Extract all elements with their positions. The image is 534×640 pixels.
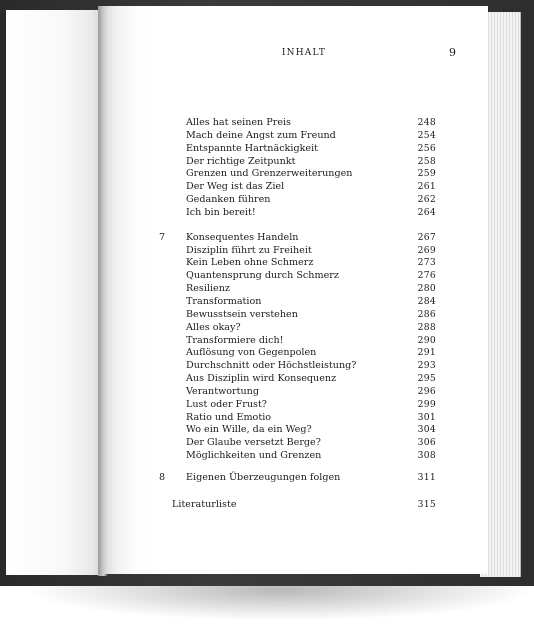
table-of-contents [159, 117, 436, 512]
toc-entry-page: 301 [417, 411, 436, 423]
toc-entry-page: 306 [417, 437, 436, 449]
toc-entry-page: 254 [417, 129, 436, 141]
toc-entry-title: Mach deine Angst zum Freund [186, 129, 336, 141]
chapter-number: 8 [159, 471, 166, 483]
toc-entry [172, 156, 436, 169]
toc-entry [172, 194, 436, 207]
toc-entry-title: Grenzen und Grenzerweiterungen [186, 168, 353, 180]
toc-entry [172, 257, 436, 270]
toc-entry-page: 295 [417, 373, 436, 385]
toc-entry [172, 347, 436, 360]
right-page [102, 6, 488, 574]
toc-entry-page: 284 [417, 295, 436, 307]
toc-chapter-7 [159, 231, 436, 245]
toc-section-group-1 [172, 117, 436, 220]
toc-entry-page: 296 [417, 385, 436, 397]
toc-entry-title: Kein Leben ohne Schmerz [186, 257, 314, 269]
toc-entry [172, 283, 436, 296]
chapter-number: 7 [159, 231, 166, 243]
toc-entry [172, 450, 436, 463]
literature-title: Literaturliste [172, 498, 237, 510]
toc-entry-title: Transformiere dich! [186, 334, 284, 346]
toc-entry-title: Möglichkeiten und Grenzen [186, 450, 322, 462]
toc-entry-page: 280 [417, 283, 436, 295]
toc-entry [172, 437, 436, 450]
toc-entry [172, 296, 436, 309]
toc-entry-page: 259 [417, 168, 436, 180]
literature-page: 315 [417, 498, 436, 510]
toc-entry-title: Resilienz [186, 283, 230, 295]
toc-entry-page: 261 [417, 181, 436, 193]
toc-chapter-8 [159, 471, 436, 485]
toc-entry [172, 412, 436, 425]
toc-entry-title: Aus Disziplin wird Konsequenz [186, 373, 337, 385]
toc-entry [172, 168, 436, 181]
toc-entry-title: Auflösung von Gegenpolen [186, 347, 317, 359]
toc-entry [172, 130, 436, 143]
toc-entry-page: 293 [417, 360, 436, 372]
toc-entry [172, 424, 436, 437]
toc-entry-title: Gedanken führen [186, 194, 271, 206]
toc-entry-title: Disziplin führt zu Freiheit [186, 244, 312, 256]
toc-entry-title: Alles hat seinen Preis [186, 117, 291, 128]
toc-literature [172, 499, 436, 512]
toc-entry [172, 143, 436, 156]
chapter-page: 311 [417, 471, 436, 483]
left-page [6, 10, 104, 575]
toc-entry-title: Der Glaube versetzt Berge? [186, 437, 321, 449]
toc-entry-page: 269 [417, 244, 436, 256]
toc-entry-page: 304 [417, 424, 436, 436]
toc-entry [172, 335, 436, 348]
toc-entry-page: 264 [417, 206, 436, 218]
toc-entry-title: Ratio und Emotio [186, 411, 272, 423]
toc-entry-page: 256 [417, 142, 436, 154]
toc-entry-page: 308 [417, 450, 436, 462]
toc-entry [172, 117, 436, 130]
toc-entry-title: Der richtige Zeitpunkt [186, 155, 296, 167]
toc-entry [172, 386, 436, 399]
toc-entry-title: Wo ein Wille, da ein Weg? [186, 424, 312, 436]
toc-entry-title: Durchschnitt oder Höchstleistung? [186, 360, 357, 372]
toc-entry [172, 399, 436, 412]
toc-entry-page: 258 [417, 155, 436, 167]
toc-entry-title: Bewusstsein verstehen [186, 308, 298, 320]
toc-entry-page: 299 [417, 398, 436, 410]
book-gutter [98, 6, 108, 576]
toc-entry-title: Verantwortung [186, 385, 259, 397]
running-head: INHALT [281, 48, 327, 58]
toc-entry-title: Transformation [186, 295, 262, 307]
toc-entry-page: 290 [417, 334, 436, 346]
toc-entry-title: Entspannte Hartnäckigkeit [186, 142, 318, 154]
chapter-page: 267 [417, 231, 436, 243]
toc-entry-page: 286 [417, 308, 436, 320]
toc-entry-page: 248 [417, 117, 436, 128]
toc-entry [172, 270, 436, 283]
toc-entry [172, 181, 436, 194]
page-number: 9 [449, 46, 456, 59]
toc-entry-title: Lust oder Frust? [186, 398, 267, 410]
toc-entry-title: Quantensprung durch Schmerz [186, 270, 339, 282]
toc-entry-page: 276 [417, 270, 436, 282]
toc-entry [172, 360, 436, 373]
toc-entry-title: Ich bin bereit! [186, 206, 256, 218]
chapter-title: Konsequentes Handeln [186, 231, 299, 243]
toc-entry [172, 245, 436, 258]
toc-entry [172, 207, 436, 220]
chapter-title: Eigenen Überzeugungen folgen [186, 471, 341, 483]
toc-entry-page: 273 [417, 257, 436, 269]
toc-entry-title: Alles okay? [186, 321, 241, 333]
toc-entry-page: 291 [417, 347, 436, 359]
toc-entry [172, 322, 436, 335]
toc-entry [172, 309, 436, 322]
toc-entry-page: 262 [417, 194, 436, 206]
toc-section-group-2 [172, 245, 436, 463]
toc-entry-title: Der Weg ist das Ziel [186, 181, 285, 193]
toc-entry-page: 288 [417, 321, 436, 333]
toc-entry [172, 373, 436, 386]
